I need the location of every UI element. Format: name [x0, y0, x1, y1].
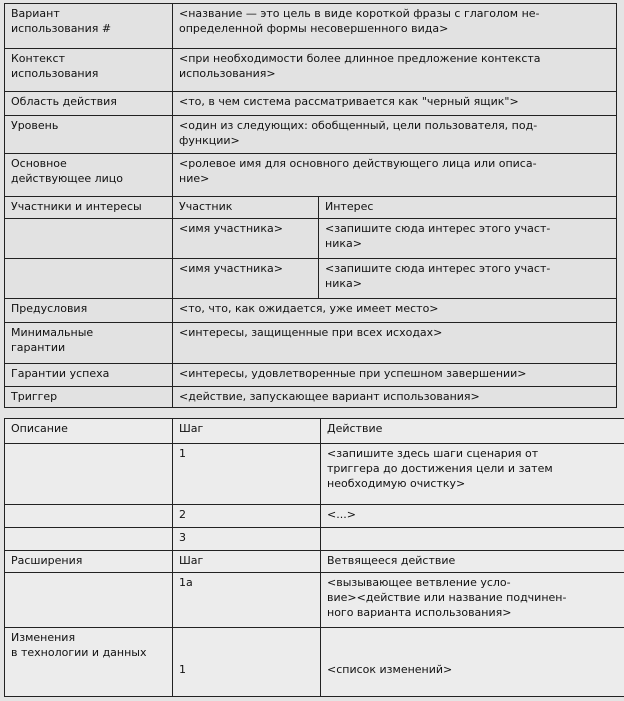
step-column-header: Шаг — [173, 419, 321, 444]
primary-actor-row — [5, 154, 617, 197]
participant-column-header: Участник — [173, 197, 319, 219]
extension-action: <вызывающее ветвление усло- вие><действие или название подчинен- ного варианта использования> — [321, 573, 624, 628]
level-value: <один из следующих: обобщенный, цели пользователя, под- функции> — [173, 116, 617, 154]
description-label: Описание — [5, 419, 173, 444]
scenario-step-row — [5, 505, 624, 528]
trigger-label: Триггер — [5, 387, 173, 408]
variant-row — [5, 4, 617, 49]
scenario-step-number: 3 — [173, 528, 321, 551]
scope-value: <то, в чем система рассматривается как "черный ящик"> — [173, 92, 617, 116]
scenario-step-number: 1 — [173, 444, 321, 505]
min-guarantees-row — [5, 323, 617, 364]
context-label: Контекст использования — [5, 49, 173, 92]
stakeholders-header-row — [5, 197, 617, 219]
tech-changes-step-cell — [173, 628, 321, 697]
context-row — [5, 49, 617, 92]
preconditions-label: Предусловия — [5, 299, 173, 323]
extensions-label: Расширения — [5, 551, 173, 573]
variant-label: Вариант использования # — [5, 4, 173, 49]
success-guarantees-value: <интересы, удовлетворенные при успешном завершении> — [173, 364, 617, 387]
min-guarantees-label: Минимальные гарантии — [5, 323, 173, 364]
stakeholder-interest: <запишите сюда интерес этого участ- ника> — [319, 219, 617, 259]
tech-changes-value: <список изменений> — [327, 663, 453, 676]
scenario-step-row — [5, 444, 624, 505]
tech-changes-step: 1 — [179, 663, 186, 676]
scenario-step-number: 2 — [173, 505, 321, 528]
primary-actor-value: <ролевое имя для основного действующего лица или описа- ние> — [173, 154, 617, 197]
preconditions-row — [5, 299, 617, 323]
trigger-value: <действие, запускающее вариант использования> — [173, 387, 617, 408]
extension-row — [5, 573, 624, 628]
stakeholder-empty-cell — [5, 219, 173, 259]
primary-actor-label: Основное действующее лицо — [5, 154, 173, 197]
action-column-header: Действие — [321, 419, 624, 444]
stakeholder-row — [5, 259, 617, 299]
use-case-template-table — [4, 3, 617, 408]
tech-changes-label: Изменения в технологии и данных — [5, 628, 173, 697]
level-label: Уровень — [5, 116, 173, 154]
stakeholder-row — [5, 219, 617, 259]
scenario-step-action — [321, 528, 624, 551]
stakeholder-participant: <имя участника> — [173, 219, 319, 259]
extension-step-column-header: Шаг — [173, 551, 321, 573]
scenario-empty-cell — [5, 444, 173, 505]
min-guarantees-value: <интересы, защищенные при всех исходах> — [173, 323, 617, 364]
extensions-header-row — [5, 551, 624, 573]
stakeholder-empty-cell — [5, 259, 173, 299]
preconditions-value: <то, что, как ожидается, уже имеет место> — [173, 299, 617, 323]
scenario-step-action: <...> — [321, 505, 624, 528]
interest-column-header: Интерес — [319, 197, 617, 219]
stakeholder-participant: <имя участника> — [173, 259, 319, 299]
branch-action-column-header: Ветвящееся действие — [321, 551, 624, 573]
variant-value: <название — это цель в виде короткой фразы с глаголом не- определенной формы несовершенного вида> — [173, 4, 617, 49]
scenario-step-row — [5, 528, 624, 551]
success-guarantees-row — [5, 364, 617, 387]
trigger-row — [5, 387, 617, 408]
tech-changes-row — [5, 628, 624, 697]
context-value: <при необходимости более длинное предложение контекста использования> — [173, 49, 617, 92]
success-guarantees-label: Гарантии успеха — [5, 364, 173, 387]
use-case-scenario-table — [4, 418, 624, 697]
scenario-step-action: <запишите здесь шаги сценария от триггера до достижения цели и затем необходимую очистку> — [321, 444, 624, 505]
scope-label: Область действия — [5, 92, 173, 116]
tech-changes-value-cell — [321, 628, 624, 697]
level-row — [5, 116, 617, 154]
stakeholder-interest: <запишите сюда интерес этого участ- ника> — [319, 259, 617, 299]
extension-empty-cell — [5, 573, 173, 628]
scope-row — [5, 92, 617, 116]
scenario-empty-cell — [5, 528, 173, 551]
extension-step: 1a — [173, 573, 321, 628]
scenario-empty-cell — [5, 505, 173, 528]
stakeholders-label: Участники и интересы — [5, 197, 173, 219]
description-header-row — [5, 419, 624, 444]
